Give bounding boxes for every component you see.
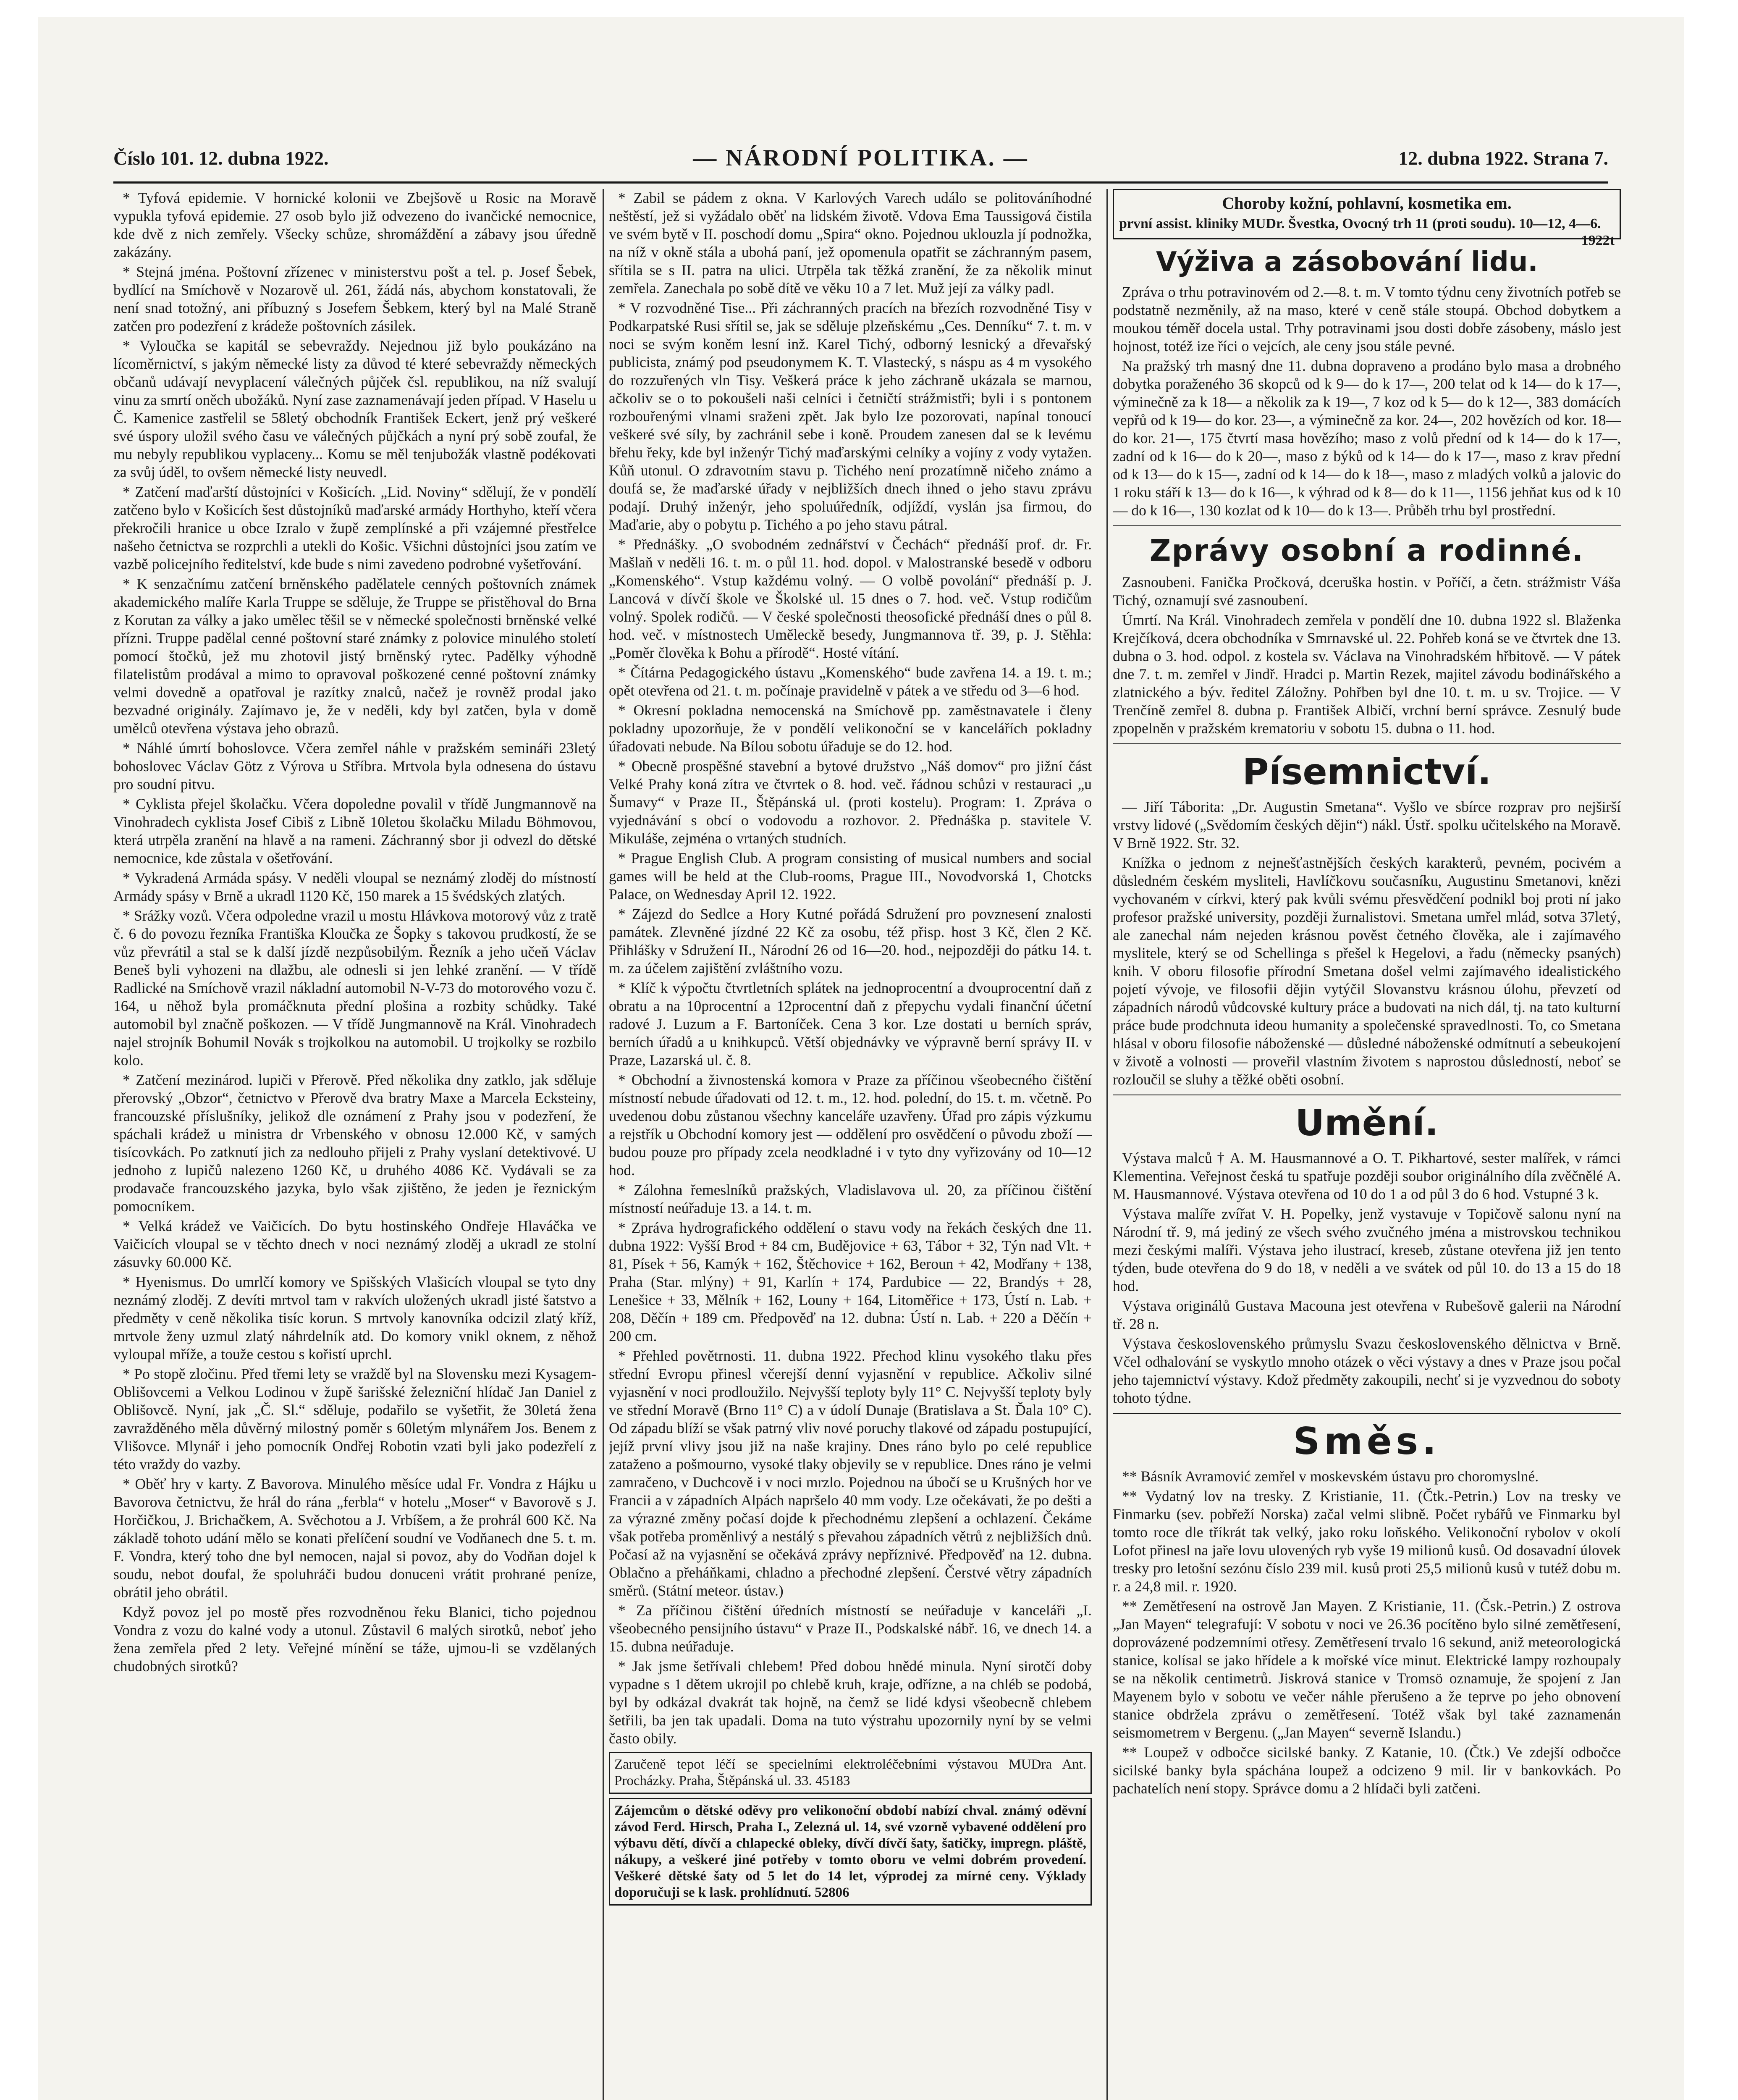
page-date: 12. dubna 1922. Strana 7. [1398, 147, 1608, 169]
column-3 [1113, 189, 1621, 2100]
article: * Zájezd do Sedlce a Hory Kutné pořádá Sdružení pro povznesení znalosti památek. Zlevněné jízdné 22 Kč za osobu, též přisp. host 3 Kč, člen 2 Kč. Přihlášky v Sdružení II., Národní 26 od 16—20. hod., nejpozději do pátku 14. t. m. za účelem zajištění zvláštního vozu. [609, 906, 1092, 976]
newspaper-title: — NÁRODNÍ POLITIKA. — [693, 145, 1029, 171]
article: * Oběť hry v karty. Z Bavorova. Minulého měsíce udal Fr. Vondra z Hájku u Bavorova četnictvu, že hrál do rána „ferbla“ v hotelu „Moser“ v Bavorově s J. Horčičkou, J. Brichačkem, A. Svěchotou a J. Vrbíšem, a že prohrál 600 Kč. Na základě tohoto udání mělo se konati přelíčení soudní ve Vodňanech dne 5. t. m. F. Vondra, který toho dne byl nemocen, najal si povoz, aby do Vodňan dojel k soudu, nebot doufal, že spoluhráči budou donuceni vrátit prohrané peníze, obrátil jeho obrátil. [113, 1475, 596, 1601]
article: * Zpráva hydrografického oddělení o stavu vody na řekách českých dne 11. dubna 1922: Vyšší Brod + 84 cm, Budějovice + 63, Tábor + 32, Týn nad Vlt. + 81, Písek + 56, Kamýk + 162, Štěchovice + 162, Beroun + 42, Modřany + 138, Praha (Star. mlýny) + 91, Karlín + 174, Pardubice — 22, Brandýs + 28, Lenešice + 33, Mělník + 162, Louny + 164, Litoměřice + 173, Ústí n. Lab. + 208, Děčín + 189 cm. Předpověď na 12. dubna: Ústí n. Lab. + 220 a Děčín + 200 cm. [609, 1219, 1092, 1344]
section-heading: Zprávy osobní a rodinné. [1149, 533, 1584, 568]
article: ** Loupež v odbočce sicilské banky. Z Katanie, 10. (Čtk.) Ve zdejší odbočce sicilské banky byla spáchána loupež a odcizeno 9 mil. lir v bankovkách. Po pachatelích není stopy. Správce domu a 2 hlídači byli zatčeni. [1113, 1744, 1621, 1797]
section-heading: Směs. [1293, 1420, 1441, 1463]
divider [1113, 525, 1621, 526]
article: Knížka o jednom z nejnešťastnějších českých karakterů, pevném, pocivém a důsledném českém mysliteli, Havlíčkovu současníku, Augustinu Smetanovi, knězi vychovaném v církvi, který pak kvůli svému přesvědčení podnikl boj proti ní jako profesor pražské university, později žurnalistovi. Smetana umřel mlád, sotva 37letý, ale zanechal nám nejeden krásnou pověst četného člověka, ale i zajímavého myslitele, který se od Schellinga s přešel k Hegelovi, a řadu (německy psaných) knih. V oboru filosofie přírodní Smetana došel velmi zajímavého idealistického pojetí vývoje, ve filosofii dějin vytýčil Slovanstvu krásnou úlohu, převzetí od západních národů vůdcovské kultury práce a budovati na nich dál, tj. na tato kulturní práce bude prodchnuta ideou humanity a společenské spravedlnosti. To, co Smetana hlásal v oboru filosofie náboženské — důsledné náboženské odmítnutí a sebeukojení v životě a volnosti — proveřil vlastním životem s naprostou důsledností, neboť se rozloučil se sluhy a těžké oběti osobní. [1113, 854, 1621, 1088]
article: * Jak jsme šetřívali chlebem! Před dobou hnědé minula. Nyní sirotčí doby vypadne s 1 dětem ukrojil po chlebě kruh, kraje, odřízne, a na chléb se podobá, byl by odkázal dvakrát tak hojně, na čemž se lidé kdysi všeobecně chlebem šetřili, ba jen tak upadali. Doma na tuto výstrahu upozornily nyní by se velmi často obily. [609, 1658, 1092, 1747]
ad-text: první assist. kliniky MUDr. Švestka, Ovocný trh 11 (proti soudu). 10—12, 4—6. [1119, 216, 1601, 231]
article: * Okresní pokladna nemocenská na Smíchově pp. zaměstnavatele i členy pokladny upozorňuje, že v pondělí velikonoční se v kancelářích pokladny úřadovati nebude. Na Bílou sobotu úřaduje se do 12. hod. [609, 702, 1092, 755]
article: * Srážky vozů. Včera odpoledne vrazil u mostu Hlávkova motorový vůz z tratě č. 6 do povozu řezníka Františka Kloučka ze Šopky s takovou prudkostí, že se vůz převrátil a stal se k další jízdě nezpůsobilým. Řezník a jeho učeň Václav Beneš byli vyhozeni na dlažbu, ale odnesli si jen lehké zranění. — V třídě Radlické na Smíchově vrazil nákladní automobil N-V-73 do motorového vozu č. 164, u něhož byla promáčknuta přední plošina a rozbity schůdky. Také automobil byl značně poškozen. — V třídě Jungmannově na Král. Vinohradech najel strojník Bohumil Novák s trojkolkou na automobil. U trojkolky se rozbilo kolo. [113, 907, 596, 1068]
section-heading: Písemnictví. [1242, 751, 1492, 793]
article: Zasnoubeni. Fanička Pročková, dceruška hostin. v Poříčí, a četn. strážmistr Váša Tichý, oznamují své zasnoubení. [1113, 574, 1621, 609]
column-2 [609, 189, 1092, 2100]
advertisement: Zaručeně tepot léčí se specielními elektroléčebními výstavou MUDra Ant. Procházky. Praha, Štěpánská ul. 33. 45183 [609, 1752, 1092, 1794]
article: ** Básník Avramović zemřel v moskevském ústavu pro choromyslné. [1122, 1468, 1539, 1485]
column-1 [113, 189, 596, 2100]
newspaper-page [38, 17, 1684, 2100]
column-divider [603, 189, 604, 2100]
ad-line [1119, 215, 1615, 248]
ad-line: Choroby kožní, pohlavní, kosmetika em. [1222, 194, 1512, 213]
article: * Hyenismus. Do umrlčí komory ve Spišských Vlašicích vloupal se tyto dny neznámý zloděj. Z devíti mrtvol tam v rakvích uložených ukradl jisté šatstvo a předměty v ceně několika tisíc korun. S mrtvoly kanovníka odcizil zlatý kříž, mrtvole ženy uzmul zlatý náhrdelník atd. Do komory vnikl oknem, z něhož vyloupal mříže, a touže cestou s kořistí uprchl. [113, 1273, 596, 1362]
article: * V rozvodněné Tise... Při záchranných pracích na březích rozvodněné Tisy v Podkarpatské Rusi sřítil se, jak se sděluje plzeňskému „Ces. Denníku“ 7. t. m. v noci se svým koněm lesní inž. Karel Tichý, odborný lesnický a dřevařský publicista, známý pod pseudonymem K. T. Vlastecký, s náspu as 4 m vysokého do rozzuřených vln Tisy. Veškerá práce k jeho záchraně ukázala se marnou, ačkoliv se o to pokoušeli naši celníci i četničtí strážmistři; byli i s pontonem rozbouřenými vlnami sraženi zpět. Jak bylo lze pozorovati, napínal tonoucí veškeré své síly, by zachránil sebe i koně. Proudem zanesen dal se k levému břehu řeky, kde byl inženýr Tichý maďarskými celníky a vojíny z vody vytažen. Kůň utonul. O zdravotním stavu p. Tichého není prozatímně ničeho známo a doufá se, že maďarské úřady v nejbližších dnech ihned o jeho stavu zprávu podají. Druhý inženýr, jeho spoluúředník, odjíždí, vyslán jsa firmou, do Maďarie, aby o pobytu p. Tichého a po jeho stavu pátral. [609, 299, 1092, 533]
article: * Zatčení mezinárod. lupiči v Přerově. Před několika dny zatklo, jak sděluje přerovský „Obzor“, četnictvo v Přerově dva bratry Maxe a Marcela Ecksteiny, francouzské příslušníky, jelikož dle oznámení z Prahy jsou v podezření, že spáchali krádež u ministra dr Vrbenského v obnosu 12.000 Kč, v samých tisícovkách. Po zatknutí jich za nedlouho přijeli z Prahy vyslaní detektivové. U jednoho z lupičů nalezeno 1260 Kč, u druhého 4086 Kč. Vydávali se za prodavače francouzského jazyka, bylo však zjištěno, že jeden je řeznickým pomocníkem. [113, 1071, 596, 1215]
article: * Přehled povětrnosti. 11. dubna 1922. Přechod klinu vysokého tlaku přes střední Evropu přinesl včerejší denní vyjasnění v republice. Ačkoliv silné vyjasnění v noci prodloužilo. Nejvyšší teploty byly 11° C. Nejvyšší teploty byly ve střední Moravě (Brno 11° C) a v údolí Dunaje (Bratislava a St. Ďala 10° C). Od západu blíží se však patrný vliv nové poruchy tlakové od západu postupující, jejíž první vlivy jsou již na naše krajiny. Dnes ráno bylo po celé republice zataženo a pošmourno, vysoké tlaky objevily se v republice. Dnes ráno je velmi zamračeno, v Duchcově i v noci mrzlo. Pojednou na úbočí se u Krušných hor ve Francii a v západních Alpách napršelo 40 mm vody. Lze očekávati, že po dešti a za výrazné změny počasí dojde k přechodnému zlepšení a ochlazení. Čekáme však potřeba proměnlivý a nestálý s převahou západních větrů z nejbližších dnů. Počasí až na vyjasnění se očekává zprávy nepříznivé. Předpověď na 12. dubna. Oblačno a přeháňkami, chladno a přechodné zlepšení. Čerstvé větry západních směrů. (Státní meteor. ústav.) [609, 1347, 1092, 1599]
divider [1113, 1413, 1621, 1414]
article: * Velká krádež ve Vaičicích. Do bytu hostinského Ondřeje Hlaváčka ve Vaičicích vloupal se v těchto dnech v noci neznámý zloděj a ukradl ze stolní zásuvky 60.000 Kč. [113, 1218, 596, 1270]
article: * Vyloučka se kapitál se sebevraždy. Nejednou již bylo poukázáno na lícoměrnictví, s jakým německé listy za důvod té které sebevraždy německých občanů udávají nevyplacení válečných půjček čsl. republikou, na níž svalují vinu za smrtí oněch ubožáků. Nyní zase zaznamenávají jeden případ. V Haselu u Č. Kamenice zastřelil se 58letý obchodník František Eckert, jenž prý veškeré své úspory uložil svého času ve válečných půjčkách a nyní prý sobě zoufal, že mu nebyly republikou vyplaceny... Komu se měl tenjubožák vlastně podékovati za svůj úděl, to ovšem německé listy neuvedl. [113, 337, 596, 480]
article: Na pražský trh masný dne 11. dubna dopraveno a prodáno bylo masa a drobného dobytka poraženého 36 skopců od k 9— do k 17—, 200 telat od k 14— do k 17—, výminečně za k 18— a několik za k 19—, 7 koz od k 5— do k 12—, 383 domácích vepřů od k 19— do kor. 23—, a výminečně za kor. 24—, 202 hovězích od kor. 18— do kor. 21—, 175 čtvrtí masa hovězího; maso z volů přední od k 14— do k 17—, zadní od k 16— do k 20—, maso z býků od k 14— do k 17—, maso z krav přední od k 13— do k 15—, zadní od k 14— do k 18—, maso z mladých volků a jalovic do 1 roku stáří k 13— do k 16—, k výhrad od k 8— do k 11—, 1156 jehňat kus od k 10— do k 16—, 130 kozlat od k 10— do k 13—. Průběh trhu byl prostřední. [1113, 357, 1621, 519]
article: * Obchodní a živnostenská komora v Praze za příčinou všeobecného čištění místností nebude úřadovati od 12. t. m., 12. hod. polední, do 15. t. m. včetně. Po uvedenou dobu zůstanou všechny kanceláře uzavřeny. Úřad pro zápis výzkumu a rejstřík u Obchodní komory jest — oddělení pro osvědčení o původu zboží — budou pouze pro případy zcela neodkladné i v tyto dny vyřizovány od 10—12 hod. [609, 1071, 1092, 1179]
article: * Obecně prospěšné stavební a bytové družstvo „Náš domov“ pro jižní část Velké Prahy koná zítra ve čtvrtek o 8. hod. več. řádnou schůzi v restauraci „u Šumavy“ v Praze II., Štěpánská ul. (proti kostelu). Program: 1. Zpráva o vyjednávání s obcí o vodovodu a rozhovor. 2. Přednáška p. stavitele V. Mikuláše, zejména o vrtaných studních. [609, 758, 1092, 847]
clinic-advertisement [1113, 189, 1621, 248]
header-rule [113, 181, 1608, 184]
article: * Prague English Club. A program consisting of musical numbers and social games will be held at the Club-rooms, Prague III., Novodvorská 1, Chotcks Palace, on Wednesday April 12. 1922. [609, 850, 1092, 903]
article: ** Vydatný lov na tresky. Z Kristianie, 11. (Čtk.-Petrin.) Lov na tresky ve Finmarku (sev. pobřeží Norska) začal velmi slibně. Počet rybářů ve Finmarku byl tomto roce dle tříkrát tak velký, jako roku loňského. Velikonoční rybolov v okolí Lofot přinesl na jaře lovu ulovených ryb vyše 19 milionů kusů. Od dosavadní úlovek tresky pro letošní sezónu číslo 239 mil. kusů proti 25,5 milionů kusů v tutéž dobu m. r. a 24,8 mil. r. 1920. [1113, 1488, 1621, 1595]
article: * Po stopě zločinu. Před třemi lety se vraždě byl na Slovensku mezi Kysagem-Oblišovcemi a Velkou Lodinou v župě šarišské železniční hlídač Jan Daniel z Oblišovcě. Nyní, jak „Č. Sl.“ sděluje, podařilo se vyšetřit, že 30letá žena zavražděného měla důvěrný milostný poměr s 60letým mlynářem Jos. Benem z Vlišovce. Mlynář i jeho pomocník Ondřej Robotin vzati byli jako podezřelí z této vraždy do vazby. [113, 1365, 596, 1473]
issue-number: Číslo 101. 12. dubna 1922. [113, 147, 329, 169]
section-heading: Výživa a zásobování lidu. [1156, 247, 1538, 278]
article: * Za příčinou čištění úředních místností se neúřaduje v kanceláři „I. všeobecného pensijního ústavu“ v Praze II., Podskalské nábř. 16, ve dnech 14. a 15. dubna neúřaduje. [609, 1602, 1092, 1655]
article: — Jiří Táborita: „Dr. Augustin Smetana“. Vyšlo ve sbírce rozprav pro nejširší vrstvy lidové („Svědomím českých dějin“) nákl. Ústř. spolku učitelského na Moravě. V Brně 1922. Str. 32. [1113, 798, 1621, 851]
article: * Cyklista přejel školačku. Včera dopoledne povalil v třídě Jungmannově na Vinohradech cyklista Josef Cibiš z Libně 10letou školačku Miladu Böhmovou, která utrpěla zranění na hlavě a na rameni. Záchranný sbor ji odvezl do dětské nemocnice, kde zůstala v ošetřování. [113, 795, 596, 866]
divider [1113, 743, 1621, 744]
ad-number: 1922t [1581, 233, 1615, 248]
article: * Zálohna řemeslníků pražských, Vladislavova ul. 20, za příčinou čištění místností neúřaduje 13. a 14. t. m. [609, 1181, 1092, 1216]
article: * K senzačnímu zatčení brněnského padělatele cenných poštovních známek akademického malíře Karla Truppe se sděluje, že Truppe se přistěhoval do Brna z Korutan za války a jako umělec těšil se v německé společnosti brněnské velké přízni. Truppe padělal cenné poštovní staré známky z polovice minulého století pomocí štočků, jež mu zhotovil jistý brněnský rytec. Padělky výhodně filatelistům prodával a mimo to opravoval poškozené cenné poštovní známky velmi dovedně a opatřoval je razítky znalců, načež je rovněž prodal jako bezvadné originály. Zajímavo je, že v neděli, kdy byl zatčen, byla v domě umělců otevřena výstava jeho obrazů. [113, 575, 596, 737]
article: Zpráva o trhu potravinovém od 2.—8. t. m. V tomto týdnu ceny životních potřeb se podstatně nezměnily, až na maso, které v ceně stále stoupá. Obchod dobytkem a moukou téměř docela ustal. Trhy potravinami jsou dosti dobře zásobeny, máslo jest hojnost, totéž ize říci o vejcích, ale ceny jsou stále pevné. [1113, 284, 1621, 354]
article: * Stejná jména. Poštovní zřízenec v ministerstvu pošt a tel. p. Josef Šebek, bydlící na Smíchově v Nozarově ul. 261, žádá nás, abychom konstatovali, že není snad totožný, ani příbuzný s Josefem Šebkem, který byl na Malé Straně zatčen pro podezření z krádeže poštovních zásilek. [113, 263, 596, 334]
article: Když povoz jel po mostě přes rozvodněnou řeku Blanici, ticho pojednou Vondra z vozu do kalné vody a utonul. Zůstavil 6 malých sirotků, neboť jeho žena zemřela před 2 lety. Veřejné mínění se táže, ujmou-li se vzdělaných chudobných sirotků? [113, 1604, 596, 1675]
page-header [113, 143, 1608, 181]
advertisement: Zájemcům o dětské oděvy pro velikonoční období nabízí chval. známý oděvní závod Ferd. Hirsch, Praha I., Zelezná ul. 14, své vzorně vybavené oddělení pro výbavu dětí, dívčí a chlapecké obleky, dívčí dívčí šaty, šatičky, impregn. pláště, nákupy, a veškeré jiné potřeby v tomto oboru ve velmi dobrém provedení. Veškeré dětské šaty od 5 let do 14 let, výprodej za mírné ceny. Výklady doporučuji se k lask. prohlídnutí. 52806 [609, 1798, 1092, 1906]
article: Úmrtí. Na Král. Vinohradech zemřela v pondělí dne 10. dubna 1922 sl. Blaženka Krejčíková, dcera obchodníka v Smrnavské ul. 22. Pohřeb koná se ve čtvrtek dne 13. dubna o 3. hod. odpol. z kostela sv. Václava na Vinohradském hřbitově. — V pátek dne 7. t. m. zemřel v Jindř. Hradci p. Martin Rezek, majitel závodu bodinářského a zlatnického a býv. ředitel Záložny. Pohřben byl dne 10. t. m. u sv. Trojice. — V Trenčíně zemřel 8. dubna p. František Albičí, vrchní berní správce. Zesnulý bude zpopelněn v pražském krematoriu v sobotu 15. dubna o 11. hod. [1113, 612, 1621, 737]
article: Výstava originálů Gustava Macouna jest otevřena v Rubešově galerii na Národní tř. 28 n. [1113, 1297, 1621, 1332]
article: Výstava malíře zvířat V. H. Popelky, jenž vystavuje v Topičově salonu nyní na Národní tř. 9, má jediný ze všech svého zvučného jména a mistrovskou technikou mezi českými malíři. Výstava jeho ilustrací, kreseb, zůstane otevřena již jen tento týden, bude otevřena do 9 do 18, v neděli a ve svátek od půl 10. do 13 a 15 do 18 hod. [1113, 1205, 1621, 1294]
section-heading: Umění. [1295, 1102, 1439, 1144]
article: * Přednášky. „O svobodném zednářství v Čechách“ přednáší prof. dr. Fr. Mašlaň v neděli 16. t. m. o půl 11. hod. dopol. v Malostranské besedě v odboru „Komenského“. Vstup každému volný. — O volbě povolání“ přednáší p. J. Lancová v dívčí škole ve Školské ul. 15 dnes o 7. hod. več. Vstup rodičům volný. Spolek rodičů. — V české společnosti theosofické přednáší dnes o půl 8. hod. več. v místnostech Uměleckě besedy, Jungmannova tř. 39, p. J. Stěhla: „Poměr člověka k Bohu a přírodě“. Hosté vítání. [609, 536, 1092, 661]
column-divider [1106, 189, 1108, 2100]
article: * Čítárna Pedagogického ústavu „Komenského“ bude zavřena 14. a 19. t. m.; opět otevřena od 21. t. m. počínaje pravidelně v pátek a ve středu od 3—6 hod. [609, 664, 1092, 699]
article: * Klíč k výpočtu čtvrtletních splátek na jednoprocentní a dvouprocentní daň z obratu a na 10procentní a 12procentní daň z přepychu vydali finanční účetní radové J. Luzum a F. Bartoníček. Cena 3 kor. Lze dostati u berních správ, berních úřadů a u knihkupců. Větší objednávky ve výpravně berní správy II. v Praze, Lazarská ul. č. 8. [609, 979, 1092, 1068]
article: * Zatčení maďarští důstojníci v Košicích. „Lid. Noviny“ sdělují, že v pondělí zatčeno bylo v Košicích šest důstojníků maďarské armády Horthyho, kteří včera překročili hranice u obce Izralo v župě zemplínské a při vzájemné přestřelce našeho četnictva se rozprchli a utekli do Košic. Všichni důstojníci jsou zatím ve vazbě policejního ředitelství, kde bude s nimi zavedeno podrobné vyšetřování. [113, 483, 596, 572]
article: * Tyfová epidemie. V hornické kolonii ve Zbejšově u Rosic na Moravě vypukla tyfová epidemie. 27 osob bylo již odvezeno do ivančické nemocnice, kde dvě z nich zemřely. Všecky schůze, shromáždění a zábavy jsou úředně zakázány. [113, 189, 596, 260]
article: * Náhlé úmrtí bohoslovce. Včera zemřel náhle v pražském semináři 23letý bohoslovec Václav Götz z Výrova u Stříbra. Mrtvola byla odnesena do ústavu pro soudní pitvu. [113, 740, 596, 793]
article: ** Zemětřesení na ostrově Jan Mayen. Z Kristianie, 11. (Čsk.-Petrin.) Z ostrova „Jan Mayen“ telegrafují: V sobotu v noci ve 26.36 pocítěno bylo silné zemětřesení, doprovázené podzemními otřesy. Zemětřesení trvalo 16 sekund, aniž meteorologická stanice, kolísal se jako hřídele a k mořské více minut. Elektrické lampy rozhoupaly se na několik centimetrů. Jiskrová stanice v Tromsö oznamuje, že spojení z Jan Mayenem bylo v sobotu ve večer náhle přerušeno a že teprve po jeho obnovení stanice obdržela zprávu o zemětřesení. Totéž však byl také zaznamenán seismometrem v Bergenu. („Jan Mayen“ severně Islandu.) [1113, 1598, 1621, 1741]
article: * Zabil se pádem z okna. V Karlových Varech událo se politováníhodné neštěstí, jež si vyžádalo oběť na lidském životě. Vdova Ema Taussigová čistila ve svém bytě v II. poschodí domu „Spira“ okno. Pojednou uklouzla jí podnožka, na níž v okně stála a ubohá paní, jež opomenula opatřit se záchranným pasem, sřítila se s II. patra na ulici. Utrpěla tak těžká zranění, že za několik minut zemřela. Zanechala po sobě dítě ve věku 10 a 7 let. Muž její za války padl. [609, 189, 1092, 297]
article: * Vykradená Armáda spásy. V neděli vloupal se neznámý zloděj do místností Armády spásy v Brně a ukradl 1120 Kč, 150 marek a 15 švédských zlatých. [113, 869, 596, 904]
article: Výstava československého průmyslu Svazu československého dělnictva v Brně. Včel odhalování se vyskytlo mnoho otázek o věci výstavy a dnes v Praze jsou počal jeho tajemnictví výstavy. Kdož předměty zakoupili, nechť si je vyzvednou do soboty tohoto týdne. [1113, 1335, 1621, 1406]
article: Výstava malců † A. M. Hausmannové a O. T. Pikhartové, sester malířek, v rámci Klementina. Veřejnost česká tu spatřuje později soubor originálního díla zvěčnělé A. M. Hausmannové. Výstava otevřena od 10 do 1 a od půl 3 do 6 hod. Vstupné 3 k. [1113, 1150, 1621, 1202]
